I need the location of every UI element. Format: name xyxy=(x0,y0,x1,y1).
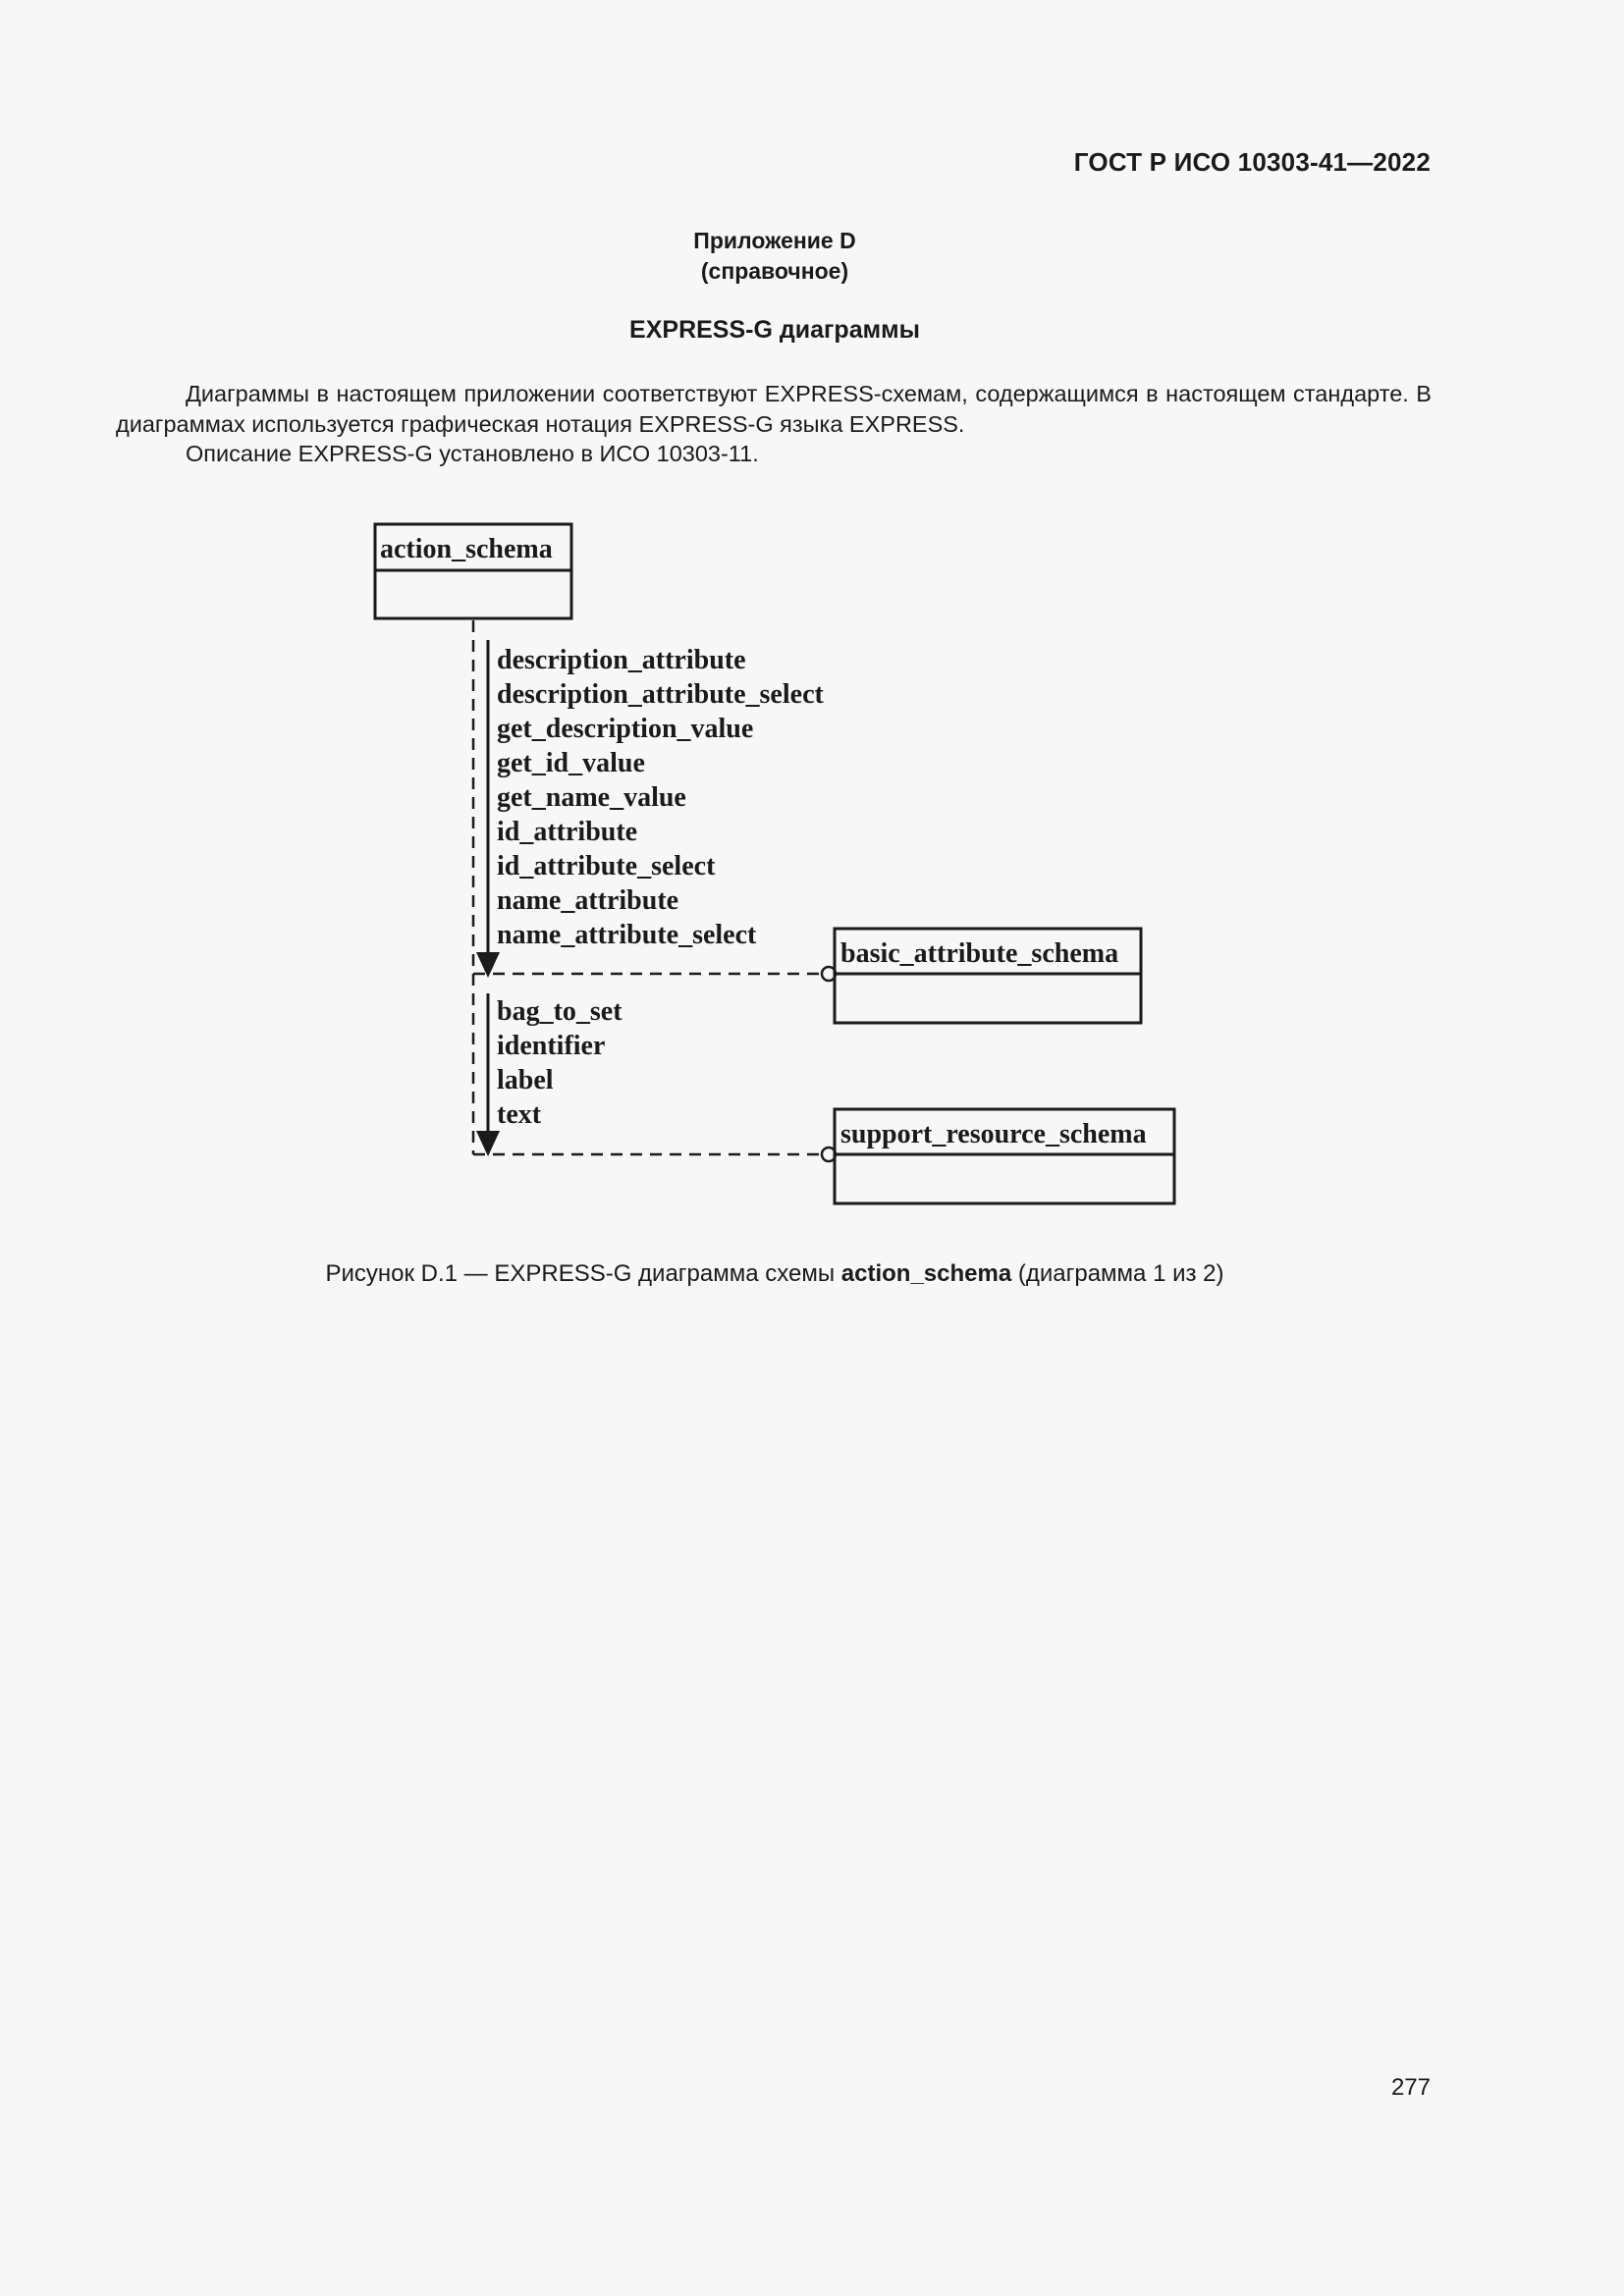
appendix-status: (справочное) xyxy=(700,258,849,284)
schema-box-basic-attribute-schema xyxy=(835,929,1141,1023)
item-label: id_attribute xyxy=(497,817,638,847)
item-label: name_attribute xyxy=(497,885,679,916)
caption-schema: action_schema xyxy=(840,1260,1012,1287)
page-number: 277 xyxy=(1390,2074,1431,2101)
figure-caption xyxy=(0,1260,1549,1288)
schema-box-support-resource-schema xyxy=(835,1109,1174,1203)
schema-box-action-schema xyxy=(375,524,571,618)
item-label: label xyxy=(497,1065,554,1095)
caption-prefix: Рисунок D.1 — EXPRESS-G диаграмма схемы xyxy=(325,1260,836,1287)
document-header: ГОСТ Р ИСО 10303-41—2022 xyxy=(1073,147,1431,177)
item-list-1 xyxy=(497,645,824,950)
item-label: get_description_value xyxy=(497,714,754,744)
item-label: description_attribute xyxy=(497,645,746,675)
item-label: description_attribute_select xyxy=(497,679,824,710)
schema-name-basic-attribute-schema: basic_attribute_schema xyxy=(840,938,1119,969)
item-label: identifier xyxy=(497,1031,606,1061)
arrow-head-2 xyxy=(476,1131,500,1156)
schema-name-support-resource-schema: support_resource_schema xyxy=(840,1119,1147,1149)
item-label: bag_to_set xyxy=(497,996,623,1027)
paragraph-2: Описание EXPRESS-G установлено в ИСО 10303-11. xyxy=(186,441,759,466)
item-label: get_id_value xyxy=(497,748,645,778)
item-label: get_name_value xyxy=(497,782,686,813)
appendix-title: Приложение D xyxy=(693,228,856,253)
item-label: id_attribute_select xyxy=(497,851,716,881)
schema-name-action-schema: action_schema xyxy=(380,534,553,564)
item-label: name_attribute_select xyxy=(497,920,757,950)
caption-suffix: (диаграмма 1 из 2) xyxy=(1017,1260,1224,1287)
item-label: text xyxy=(497,1099,542,1130)
item-list-2 xyxy=(497,996,623,1130)
section-title: EXPRESS-G диаграммы xyxy=(629,316,920,344)
paragraph-1: Диаграммы в настоящем приложении соответствуют EXPRESS-схемам, содержащимся в настоящем стандарте. В диаграммах используется графическая нотация EXPRESS-G языка EXPRESS. xyxy=(116,381,1432,437)
